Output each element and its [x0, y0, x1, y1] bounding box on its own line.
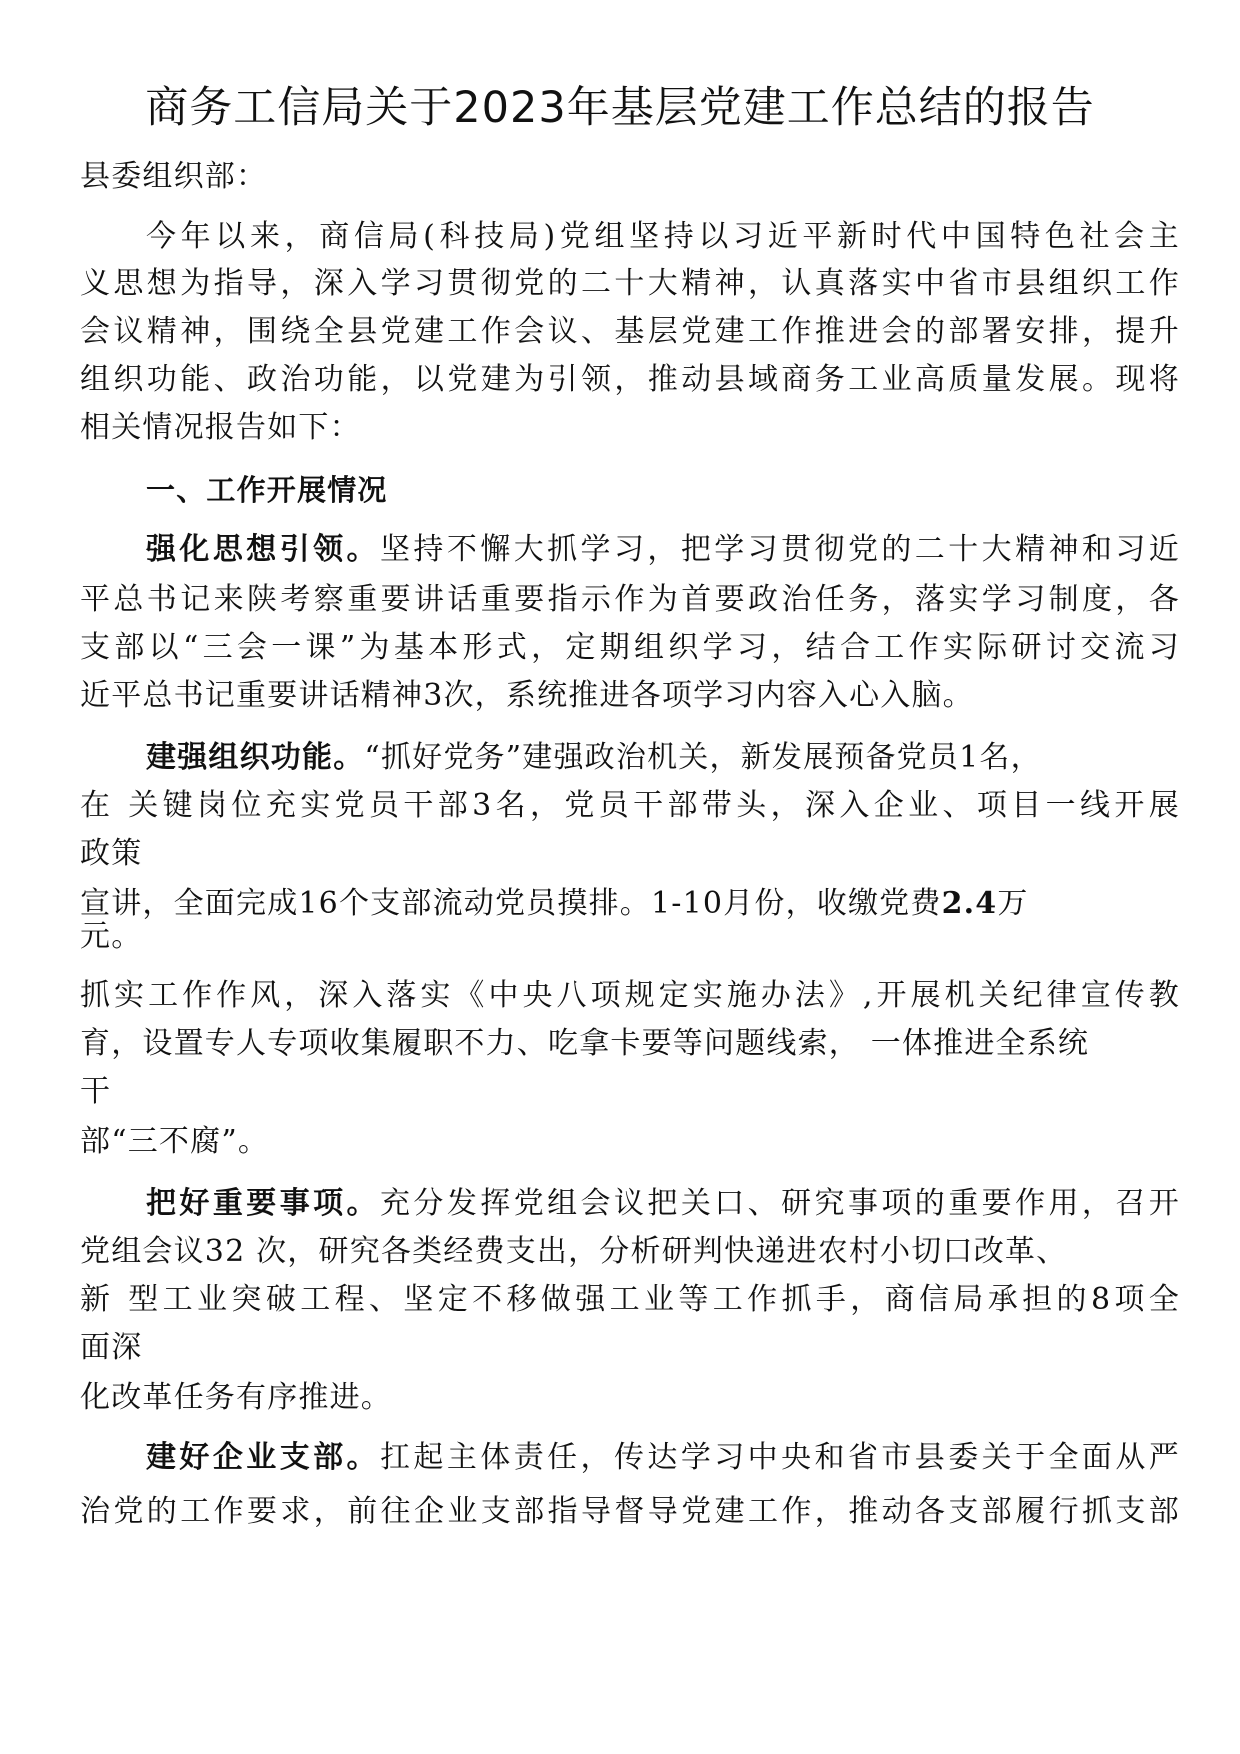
paragraph-3-line-4: 部“三不腐”。 — [80, 1124, 270, 1159]
paragraph-2-line-5: 元。 — [80, 919, 143, 954]
paragraph-1-line-2: 平总书记来陕考察重要讲话重要指示作为首要政治任务，落实学习制度，各 — [80, 582, 1180, 617]
paragraph-4-line-3: 新 型工业突破工程、坚定不移做强工业等工作抓手，商信局承担的8项全 — [80, 1282, 1180, 1317]
paragraph-4-line-1 — [146, 1182, 1180, 1226]
salutation: 县委组织部： — [80, 159, 268, 194]
paragraph-1-line-4: 近平总书记重要讲话精神3次，系统推进各项学习内容入心入脑。 — [80, 678, 974, 713]
paragraph-3-line-3: 干 — [80, 1074, 112, 1109]
paragraph-2-fee-value: 2.4 — [941, 886, 998, 921]
paragraph-2-text: “抓好党务”建强政治机关，新发展预备党员1名， — [364, 740, 1042, 775]
paragraph-5-line-1 — [146, 1436, 1180, 1480]
intro-line-4: 组织功能、政治功能，以党建为引领，推动县域商务工业高质量发展。现将 — [80, 362, 1180, 397]
paragraph-2-lead: 建强组织功能。 — [146, 740, 365, 775]
intro-line-3: 会议精神，围绕全县党建工作会议、基层党建工作推进会的部署安排，提升 — [80, 314, 1180, 349]
paragraph-2-line-3: 政策 — [80, 836, 143, 871]
intro-line-1: 今年以来，商信局(科技局)党组坚持以习近平新时代中国特色社会主 — [146, 219, 1180, 254]
paragraph-5-text: 扛起主体责任，传达学习中央和省市县委关于全面从严 — [379, 1440, 1180, 1475]
intro-line-2: 义思想为指导，深入学习贯彻党的二十大精神，认真落实中省市县组织工作 — [80, 266, 1180, 301]
paragraph-5-line-2: 治党的工作要求，前往企业支部指导督导党建工作，推动各支部履行抓支部 — [80, 1494, 1180, 1529]
paragraph-2-fee-text: 宣讲，全面完成16个支部流动党员摸排。1-10月份，收缴党费 — [80, 886, 942, 921]
paragraph-2-fee-unit: 万 — [997, 886, 1029, 921]
paragraph-4-lead: 把好重要事项。 — [146, 1186, 380, 1221]
paragraph-1-line-3: 支部以“三会一课”为基本形式，定期组织学习，结合工作实际研讨交流习 — [80, 630, 1180, 665]
paragraph-2-line-2: 在 关键岗位充实党员干部3名，党员干部带头，深入企业、项目一线开展 — [80, 788, 1180, 823]
paragraph-1-line-1 — [146, 528, 1180, 572]
paragraph-4-line-2: 党组会议32 次，研究各类经费支出，分析研判快递进农村小切口改革、 — [80, 1234, 1068, 1269]
paragraph-5-lead: 建好企业支部。 — [146, 1440, 380, 1475]
intro-line-5: 相关情况报告如下： — [80, 410, 361, 445]
paragraph-4-text: 充分发挥党组会议把关口、研究事项的重要作用，召开 — [379, 1186, 1180, 1221]
paragraph-4-line-5: 化改革任务有序推进。 — [80, 1380, 392, 1415]
paragraph-1-lead: 强化思想引领。 — [146, 532, 380, 567]
section-heading-1: 一、工作开展情况 — [146, 473, 388, 507]
paragraph-3-line-1: 抓实工作作风，深入落实《中央八项规定实施办法》,开展机关纪律宣传教 — [80, 978, 1180, 1013]
paragraph-3-line-2: 育，设置专人专项收集履职不力、吃拿卡要等问题线索， 一体推进全系统 — [80, 1026, 1090, 1061]
document-title: 商务工信局关于2023年基层党建工作总结的报告 — [145, 83, 1095, 133]
paragraph-4-line-4: 面深 — [80, 1330, 143, 1365]
paragraph-2-line-1 — [146, 736, 1180, 780]
paragraph-1-text: 坚持不懈大抓学习，把学习贯彻党的二十大精神和习近 — [379, 532, 1180, 567]
